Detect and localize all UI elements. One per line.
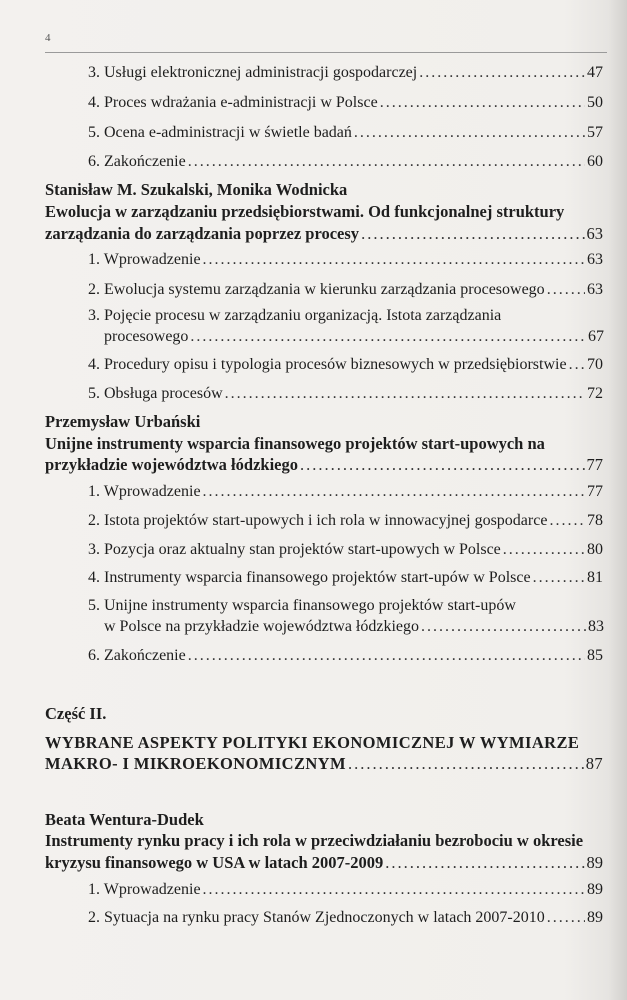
leader-dots <box>421 618 586 636</box>
leader-dots <box>354 124 585 142</box>
part-label: Część II. <box>45 704 107 723</box>
leader-dots <box>385 853 584 873</box>
toc-entry-text: 3. Usługi elektronicznej administracji gospodarczej <box>88 64 418 81</box>
leader-dots <box>300 455 585 475</box>
leader-dots <box>361 224 584 244</box>
leader-dots <box>503 541 585 559</box>
section-title[interactable]: Ewolucja w zarządzaniu przedsiębiorstwami. Od funkcjonalnej struktury <box>45 202 565 221</box>
toc-entry[interactable]: 5. Unijne instrumenty wsparcia finansowego projektów start-upów <box>88 597 516 614</box>
section-title[interactable]: Unijne instrumenty wsparcia finansowego projektów start-upowych na <box>45 434 545 453</box>
toc-entry[interactable]: 1. Wprowadzenie ..... 63 <box>88 251 603 269</box>
toc-entry[interactable] <box>88 124 603 142</box>
toc-entry[interactable]: 2. Ewolucja systemu zarządzania w kierunku zarządzania procesowego ..... 63 <box>88 281 603 299</box>
toc-entry-page: 50 <box>587 94 603 111</box>
leader-dots <box>569 356 585 374</box>
toc-entry-text: 4. Proces wdrażania e-administracji w Polsce <box>88 94 378 111</box>
section-authors: Stanisław M. Szukalski, Monika Wodnicka <box>45 180 348 199</box>
leader-dots <box>225 385 585 403</box>
toc-entry[interactable]: 4. Instrumenty wsparcia finansowego projektów start-upów w Polsce ..... 81 <box>88 569 603 587</box>
toc-entry[interactable]: 1. Wprowadzenie ..... 89 <box>88 881 603 899</box>
toc-entry-page: 57 <box>587 124 603 141</box>
leader-dots <box>380 94 585 112</box>
leader-dots <box>547 281 585 299</box>
section-title[interactable]: Instrumenty rynku pracy i ich rola w przeciwdziałaniu bezrobociu w okresie <box>45 831 584 850</box>
toc-entry[interactable]: 3. Pojęcie procesu w zarządzaniu organizacją. Istota zarządzania <box>88 307 502 324</box>
leader-dots <box>188 647 585 665</box>
section-title-with-page[interactable]: zarządzania do zarządzania poprzez procesy ..... 63 <box>45 224 603 244</box>
leader-dots <box>203 881 585 899</box>
toc-entry[interactable]: 4. Procedury opisu i typologia procesów biznesowych w przedsiębiorstwie ..... 70 <box>88 356 603 374</box>
leader-dots <box>203 251 585 269</box>
toc-entry-continuation[interactable]: w Polsce na przykładzie województwa łódzkiego ..... 83 <box>104 618 604 636</box>
toc-entry[interactable]: 2. Istota projektów start-upowych i ich rola w innowacyjnej gospodarce ..... 78 <box>88 512 603 530</box>
toc-entry[interactable] <box>88 94 603 112</box>
leader-dots <box>547 909 585 927</box>
toc-entry-continuation[interactable]: procesowego ..... 67 <box>104 328 604 346</box>
toc-entry[interactable]: 2. Sytuacja na rynku pracy Stanów Zjednoczonych w latach 2007-2010 ..... 89 <box>88 909 603 927</box>
leader-dots <box>419 64 585 82</box>
leader-dots <box>203 483 585 501</box>
toc-entry-page: 47 <box>587 64 603 81</box>
page-number: 4 <box>45 32 51 44</box>
toc-entry[interactable]: 1. Wprowadzenie ..... 77 <box>88 483 603 501</box>
part-title[interactable]: WYBRANE ASPEKTY POLITYKI EKONOMICZNEJ W WYMIARZE <box>45 733 580 752</box>
toc-entry[interactable]: 6. Zakończenie ..... 85 <box>88 647 603 665</box>
toc-entry[interactable] <box>88 153 603 171</box>
section-title-with-page[interactable]: kryzysu finansowego w USA w latach 2007-2009 ..... 89 <box>45 853 603 873</box>
toc-entry[interactable]: 3. Pozycja oraz aktualny stan projektów start-upowych w Polsce ..... 80 <box>88 541 603 559</box>
toc-entry-page: 63 <box>586 224 603 243</box>
leader-dots <box>348 754 584 774</box>
leader-dots <box>549 512 585 530</box>
section-authors: Beata Wentura-Dudek <box>45 810 204 829</box>
toc-entry-text: 6. Zakończenie <box>88 153 186 170</box>
part-title-with-page[interactable]: MAKRO- I MIKROEKONOMICZNYM ..... 87 <box>45 754 603 774</box>
leader-dots <box>533 569 585 587</box>
toc-entry-page: 60 <box>587 153 603 170</box>
leader-dots <box>190 328 586 346</box>
toc-entry[interactable] <box>88 64 603 82</box>
toc-entry-text: 5. Ocena e-administracji w świetle badań <box>88 124 352 141</box>
leader-dots <box>188 153 585 171</box>
toc-entry[interactable]: 5. Obsługa procesów ..... 72 <box>88 385 603 403</box>
section-authors: Przemysław Urbański <box>45 412 201 431</box>
section-title-with-page[interactable]: przykładzie województwa łódzkiego ..... 77 <box>45 455 603 475</box>
